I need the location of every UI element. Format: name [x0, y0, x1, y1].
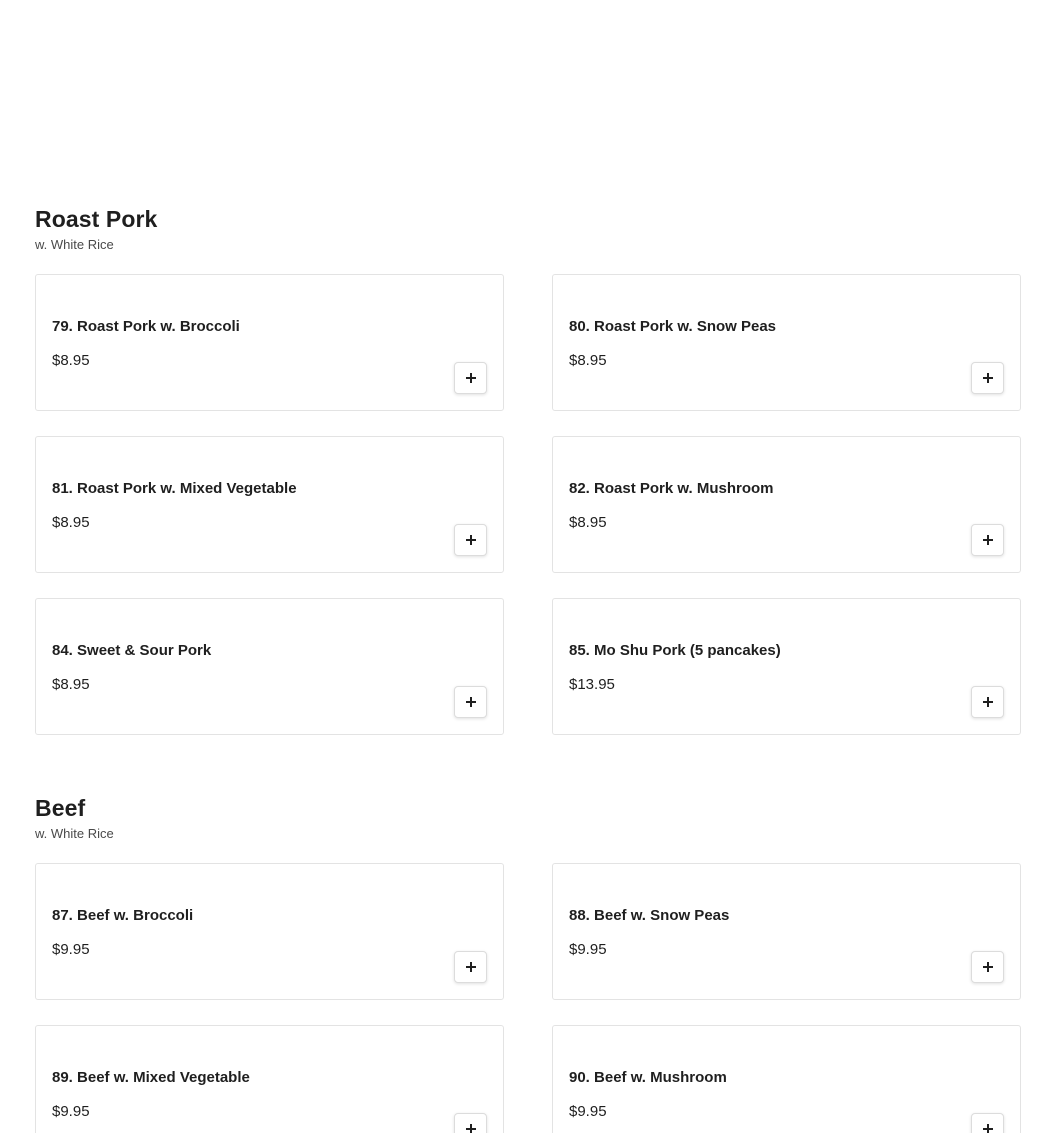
add-to-cart-button[interactable] — [454, 362, 487, 394]
menu-item-card[interactable] — [35, 863, 504, 1000]
menu-item-card[interactable] — [35, 436, 504, 573]
menu-item-name: 85. Mo Shu Pork (5 pancakes) — [569, 642, 781, 659]
plus-icon — [983, 1124, 993, 1133]
add-to-cart-button[interactable] — [971, 362, 1004, 394]
menu-item-name: 81. Roast Pork w. Mixed Vegetable — [52, 480, 297, 497]
menu-item-name: 87. Beef w. Broccoli — [52, 907, 194, 924]
menu-section-roast-pork — [35, 205, 1021, 693]
menu-item-price: $9.95 — [569, 941, 607, 958]
menu-item-card[interactable] — [35, 598, 504, 735]
menu-item-card[interactable] — [552, 274, 1021, 411]
plus-icon — [983, 962, 993, 972]
add-to-cart-button[interactable] — [971, 524, 1004, 556]
plus-icon — [466, 1124, 476, 1133]
add-to-cart-button[interactable] — [454, 524, 487, 556]
menu-item-grid — [35, 863, 1021, 1133]
menu-item-price: $8.95 — [52, 676, 90, 693]
plus-icon — [466, 962, 476, 972]
menu-item-card[interactable] — [35, 1025, 504, 1133]
menu-item-card[interactable] — [35, 274, 504, 411]
menu-item-grid — [35, 274, 1021, 735]
menu-item-price: $8.95 — [569, 352, 607, 369]
menu-item-name: 82. Roast Pork w. Mushroom — [569, 480, 774, 497]
add-to-cart-button[interactable] — [454, 686, 487, 718]
menu-item-name: 89. Beef w. Mixed Vegetable — [52, 1069, 250, 1086]
plus-icon — [466, 373, 476, 383]
plus-icon — [466, 697, 476, 707]
menu-item-price: $8.95 — [569, 514, 607, 531]
menu-item-card[interactable] — [552, 436, 1021, 573]
plus-icon — [983, 373, 993, 383]
menu-item-card[interactable] — [552, 598, 1021, 735]
menu-item-price: $9.95 — [52, 941, 90, 958]
menu-item-price: $9.95 — [569, 1103, 607, 1120]
menu-item-name: 88. Beef w. Snow Peas — [569, 907, 730, 924]
menu-section-beef — [35, 794, 1021, 1120]
menu-item-price: $8.95 — [52, 352, 90, 369]
section-subtitle: w. White Rice — [35, 826, 114, 841]
section-subtitle: w. White Rice — [35, 237, 114, 252]
menu-item-name: 79. Roast Pork w. Broccoli — [52, 318, 240, 335]
section-title: Beef — [35, 795, 86, 821]
add-to-cart-button[interactable] — [971, 686, 1004, 718]
menu-item-name: 84. Sweet & Sour Pork — [52, 642, 212, 659]
menu-item-price: $13.95 — [569, 676, 615, 693]
add-to-cart-button[interactable] — [971, 951, 1004, 983]
menu-item-card[interactable] — [552, 863, 1021, 1000]
add-to-cart-button[interactable] — [454, 1113, 487, 1133]
plus-icon — [466, 535, 476, 545]
add-to-cart-button[interactable] — [454, 951, 487, 983]
plus-icon — [983, 697, 993, 707]
section-title: Roast Pork — [35, 206, 158, 232]
menu-item-card[interactable] — [552, 1025, 1021, 1133]
menu-item-price: $8.95 — [52, 514, 90, 531]
add-to-cart-button[interactable] — [971, 1113, 1004, 1133]
plus-icon — [983, 535, 993, 545]
menu-item-price: $9.95 — [52, 1103, 90, 1120]
menu-item-name: 80. Roast Pork w. Snow Peas — [569, 318, 777, 335]
menu-item-name: 90. Beef w. Mushroom — [569, 1069, 727, 1086]
